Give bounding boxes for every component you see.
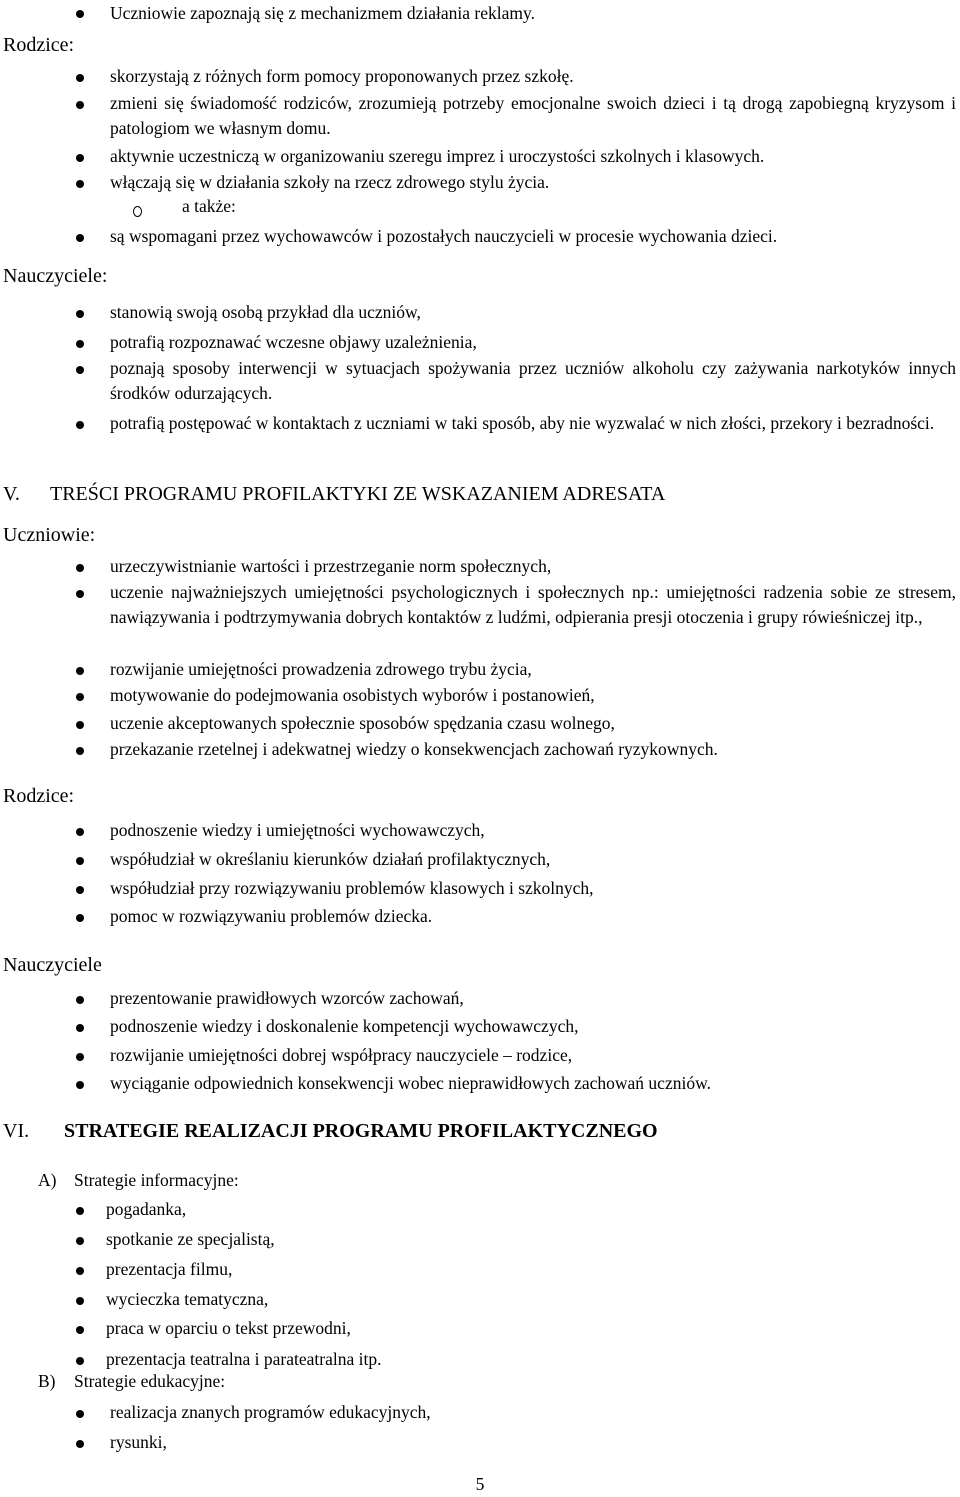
list-item: Uczniowie zapoznają się z mechanizmem działania reklamy.: [110, 3, 535, 23]
list-item: poznają sposoby interwencji w sytuacjach spożywania przez uczniów alkoholu czy zażywania narkotyków innych środków odurzających.: [110, 358, 956, 403]
bullet: [76, 1297, 84, 1305]
bullet: [76, 1024, 84, 1032]
list-item: uczenie najważniejszych umiejętności psychologicznych i społecznych np.: umiejętności radzenia sobie ze stresem, nawiązywania i podtrzymywania dobrych kontaktów z ludźmi, odpierania presji otoczenia i grupy rówieśniczej itp.,: [110, 582, 956, 627]
section-title-vi: [3, 1120, 658, 1143]
list-item: prezentacja filmu,: [106, 1259, 233, 1279]
list-item: są wspomagani przez wychowawców i pozostałych nauczycieli w procesie wychowania dzieci.: [110, 226, 778, 246]
list-item: rozwijanie umiejętności dobrej współpracy nauczyciele – rodzice,: [110, 1045, 573, 1065]
sub-list-item: a także:: [182, 196, 236, 216]
bullet: [76, 74, 84, 82]
list-item: prezentacja teatralna i parateatralna itp.: [106, 1349, 382, 1369]
bullet: [76, 590, 84, 598]
list-item: urzeczywistnianie wartości i przestrzeganie norm społecznych,: [110, 556, 552, 576]
bullet: [76, 564, 84, 572]
list-item: skorzystają z różnych form pomocy proponowanych przez szkołę.: [110, 66, 574, 86]
bullet: [76, 996, 84, 1004]
list-item: włączają się w działania szkoły na rzecz zdrowego stylu życia.: [110, 172, 550, 192]
list-item: potrafią postępować w kontaktach z uczniami w taki sposób, aby nie wyzwalać w nich złości, przekory i bezradności.: [110, 413, 935, 433]
bullet: [76, 421, 84, 429]
strategy-letter: B): [38, 1371, 56, 1391]
bullet: [76, 366, 84, 374]
list-item: wycieczka tematyczna,: [106, 1289, 269, 1309]
section-title-text: TREŚCI PROGRAMU PROFILAKTYKI ZE WSKAZANIEM ADRESATA: [50, 483, 666, 505]
list-item: pomoc w rozwiązywaniu problemów dziecka.: [110, 906, 433, 926]
list-item: pogadanka,: [106, 1199, 187, 1219]
bullet: [76, 1410, 84, 1418]
bullet: [76, 154, 84, 162]
bullet: [76, 1267, 84, 1275]
bullet: [76, 1081, 84, 1089]
bullet: [76, 1053, 84, 1061]
section-number: V.: [3, 483, 20, 505]
bullet: [76, 747, 84, 755]
list-item: podnoszenie wiedzy i doskonalenie kompetencji wychowawczych,: [110, 1016, 579, 1036]
strategy-label: Strategie edukacyjne:: [74, 1371, 226, 1391]
circle-bullet-icon: [133, 206, 142, 217]
list-item: rozwijanie umiejętności prowadzenia zdrowego trybu życia,: [110, 659, 532, 679]
bullet: [76, 234, 84, 242]
bullet: [76, 886, 84, 894]
bullet: [76, 693, 84, 701]
strategy-letter: A): [38, 1170, 57, 1190]
section-heading-nauczyciele: Nauczyciele:: [3, 265, 108, 287]
bullet: [76, 828, 84, 836]
bullet: [76, 1237, 84, 1245]
section-heading-uczniowie: Uczniowie:: [3, 524, 96, 546]
section-heading-rodzice: Rodzice:: [3, 34, 75, 56]
bullet: [76, 340, 84, 348]
section-title-text: STRATEGIE REALIZACJI PROGRAMU PROFILAKTYCZNEGO: [64, 1120, 658, 1142]
strategy-heading-a: [38, 1170, 239, 1191]
list-item: spotkanie ze specjalistą,: [106, 1229, 275, 1249]
bullet: [76, 310, 84, 318]
list-item: zmieni się świadomość rodziców, zrozumieją potrzeby emocjonalne swoich dzieci i tą drogą zapobiegną kryzysom i patologiom we własnym domu.: [110, 93, 956, 138]
list-item: realizacja znanych programów edukacyjnych,: [110, 1402, 431, 1422]
bullet: [76, 10, 84, 18]
list-item: podnoszenie wiedzy i umiejętności wychowawczych,: [110, 820, 485, 840]
list-item: współudział przy rozwiązywaniu problemów klasowych i szkolnych,: [110, 878, 594, 898]
section-heading-nauczyciele: Nauczyciele: [3, 954, 102, 976]
bullet: [76, 1207, 84, 1215]
bullet: [76, 180, 84, 188]
strategy-heading-b: [38, 1371, 225, 1392]
list-item: potrafią rozpoznawać wczesne objawy uzależnienia,: [110, 332, 477, 352]
list-item: stanowią swoją osobą przykład dla uczniów,: [110, 302, 421, 322]
list-item: aktywnie uczestniczą w organizowaniu szeregu imprez i uroczystości szkolnych i klasowych.: [110, 146, 765, 166]
list-item: rysunki,: [110, 1432, 167, 1452]
strategy-label: Strategie informacyjne:: [74, 1170, 239, 1190]
bullet: [76, 667, 84, 675]
list-item: przekazanie rzetelnej i adekwatnej wiedzy o konsekwencjach zachowań ryzykownych.: [110, 739, 718, 759]
list-item: motywowanie do podejmowania osobistych wyborów i postanowień,: [110, 685, 595, 705]
list-item: uczenie akceptowanych społecznie sposobów spędzania czasu wolnego,: [110, 713, 615, 733]
section-heading-rodzice: Rodzice:: [3, 785, 75, 807]
list-item: wyciąganie odpowiednich konsekwencji wobec nieprawidłowych zachowań uczniów.: [110, 1073, 711, 1093]
list-item: praca w oparciu o tekst przewodni,: [106, 1318, 351, 1338]
bullet: [76, 1357, 84, 1365]
bullet: [76, 1326, 84, 1334]
bullet: [76, 857, 84, 865]
bullet: [76, 721, 84, 729]
section-title-v: [3, 483, 665, 506]
page-number: 5: [475, 1474, 485, 1494]
bullet: [76, 914, 84, 922]
section-number: VI.: [3, 1120, 30, 1142]
list-item: prezentowanie prawidłowych wzorców zachowań,: [110, 988, 464, 1008]
bullet: [76, 1440, 84, 1448]
list-item: współudział w określaniu kierunków działań profilaktycznych,: [110, 849, 551, 869]
bullet: [76, 101, 84, 109]
